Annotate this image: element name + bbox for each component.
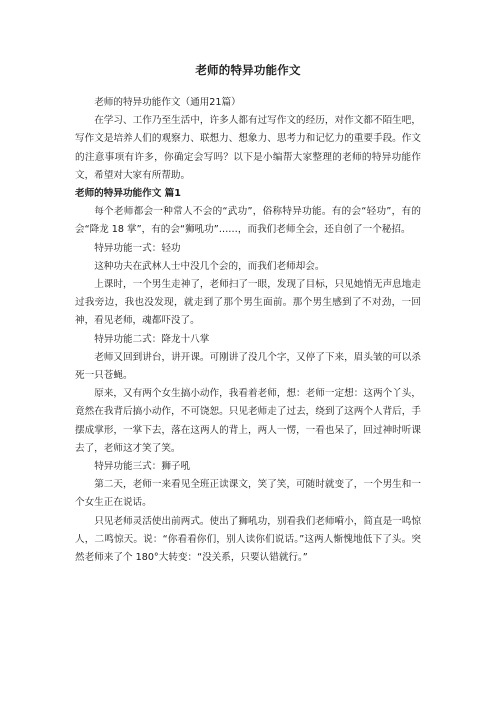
paragraph: 特异功能二式：降龙十八掌 <box>94 333 210 345</box>
paragraph: 第二天，老师一来看见全班正读课文，笑了笑，可随时就变了，一个男生和一个女生正在说话。 <box>75 479 421 509</box>
paragraph: 上课时，一个男生走神了，老师扫了一眼，发现了目标，只见她悄无声息地走过我旁边，我也没发现，就走到了那个男生面前。那个男生感到了不对劲，一回神，看见老师，魂都吓没了。 <box>75 279 421 327</box>
document-title: 老师的特异功能作文 <box>195 63 301 77</box>
paragraph: 特异功能三式：狮子吼 <box>94 461 191 473</box>
paragraph: 老师的特异功能作文（通用21篇） <box>94 97 241 108</box>
paragraph: 在学习、工作乃至生活中，许多人都有过写作文的经历，对作文都不陌生吧，写作文是培养人们的观察力、联想力、想象力、思考力和记忆力的重要手段。作文的注意事项有许多，你确定会写吗？以下是小编帮大家整理的老师的特异功能作文，希望对大家有所帮助。 <box>75 115 421 181</box>
paragraph: 特异功能一式：轻功 <box>94 242 181 254</box>
section-heading: 老师的特异功能作文 篇1 <box>75 188 181 200</box>
paragraph: 这种功夫在武林人士中没几个会的，而我们老师却会。 <box>94 260 325 272</box>
paragraph: 老师又回到讲台，讲开课。可刚讲了没几个字，又停了下来，眉头皱的可以杀死一只苍蝇。 <box>75 351 421 382</box>
paragraph: 原来，又有两个女生搞小动作，我看着老师，想：老师一定想：这两个丫头，竟然在我背后搞小动作，不可饶恕。只见老师走了过去，绕到了这两个人背后，手摆成掌形，一掌下去，落在这两人的背上，两人一愣，一看也呆了，回过神时听课去了，老师这才笑了笑。 <box>75 388 421 454</box>
paragraph: 每个老师都会一种常人不会的“武功”，俗称特异功能。有的会“轻功”，有的会“降龙 18 掌”，有的会“狮吼功”……，而我们老师全会，还自创了一个秘招。 <box>75 206 421 236</box>
document-body <box>75 94 421 567</box>
paragraph: 只见老师灵活使出前两式。使出了狮吼功，别看我们老师嗬小，简直是一鸣惊人，二鸣惊天。说：“你看看你们，别人读你们说话。”这两人惭愧地低下了头。突然老师来了个 180°大转变：“没关系，只要认错就行。” <box>75 515 421 564</box>
